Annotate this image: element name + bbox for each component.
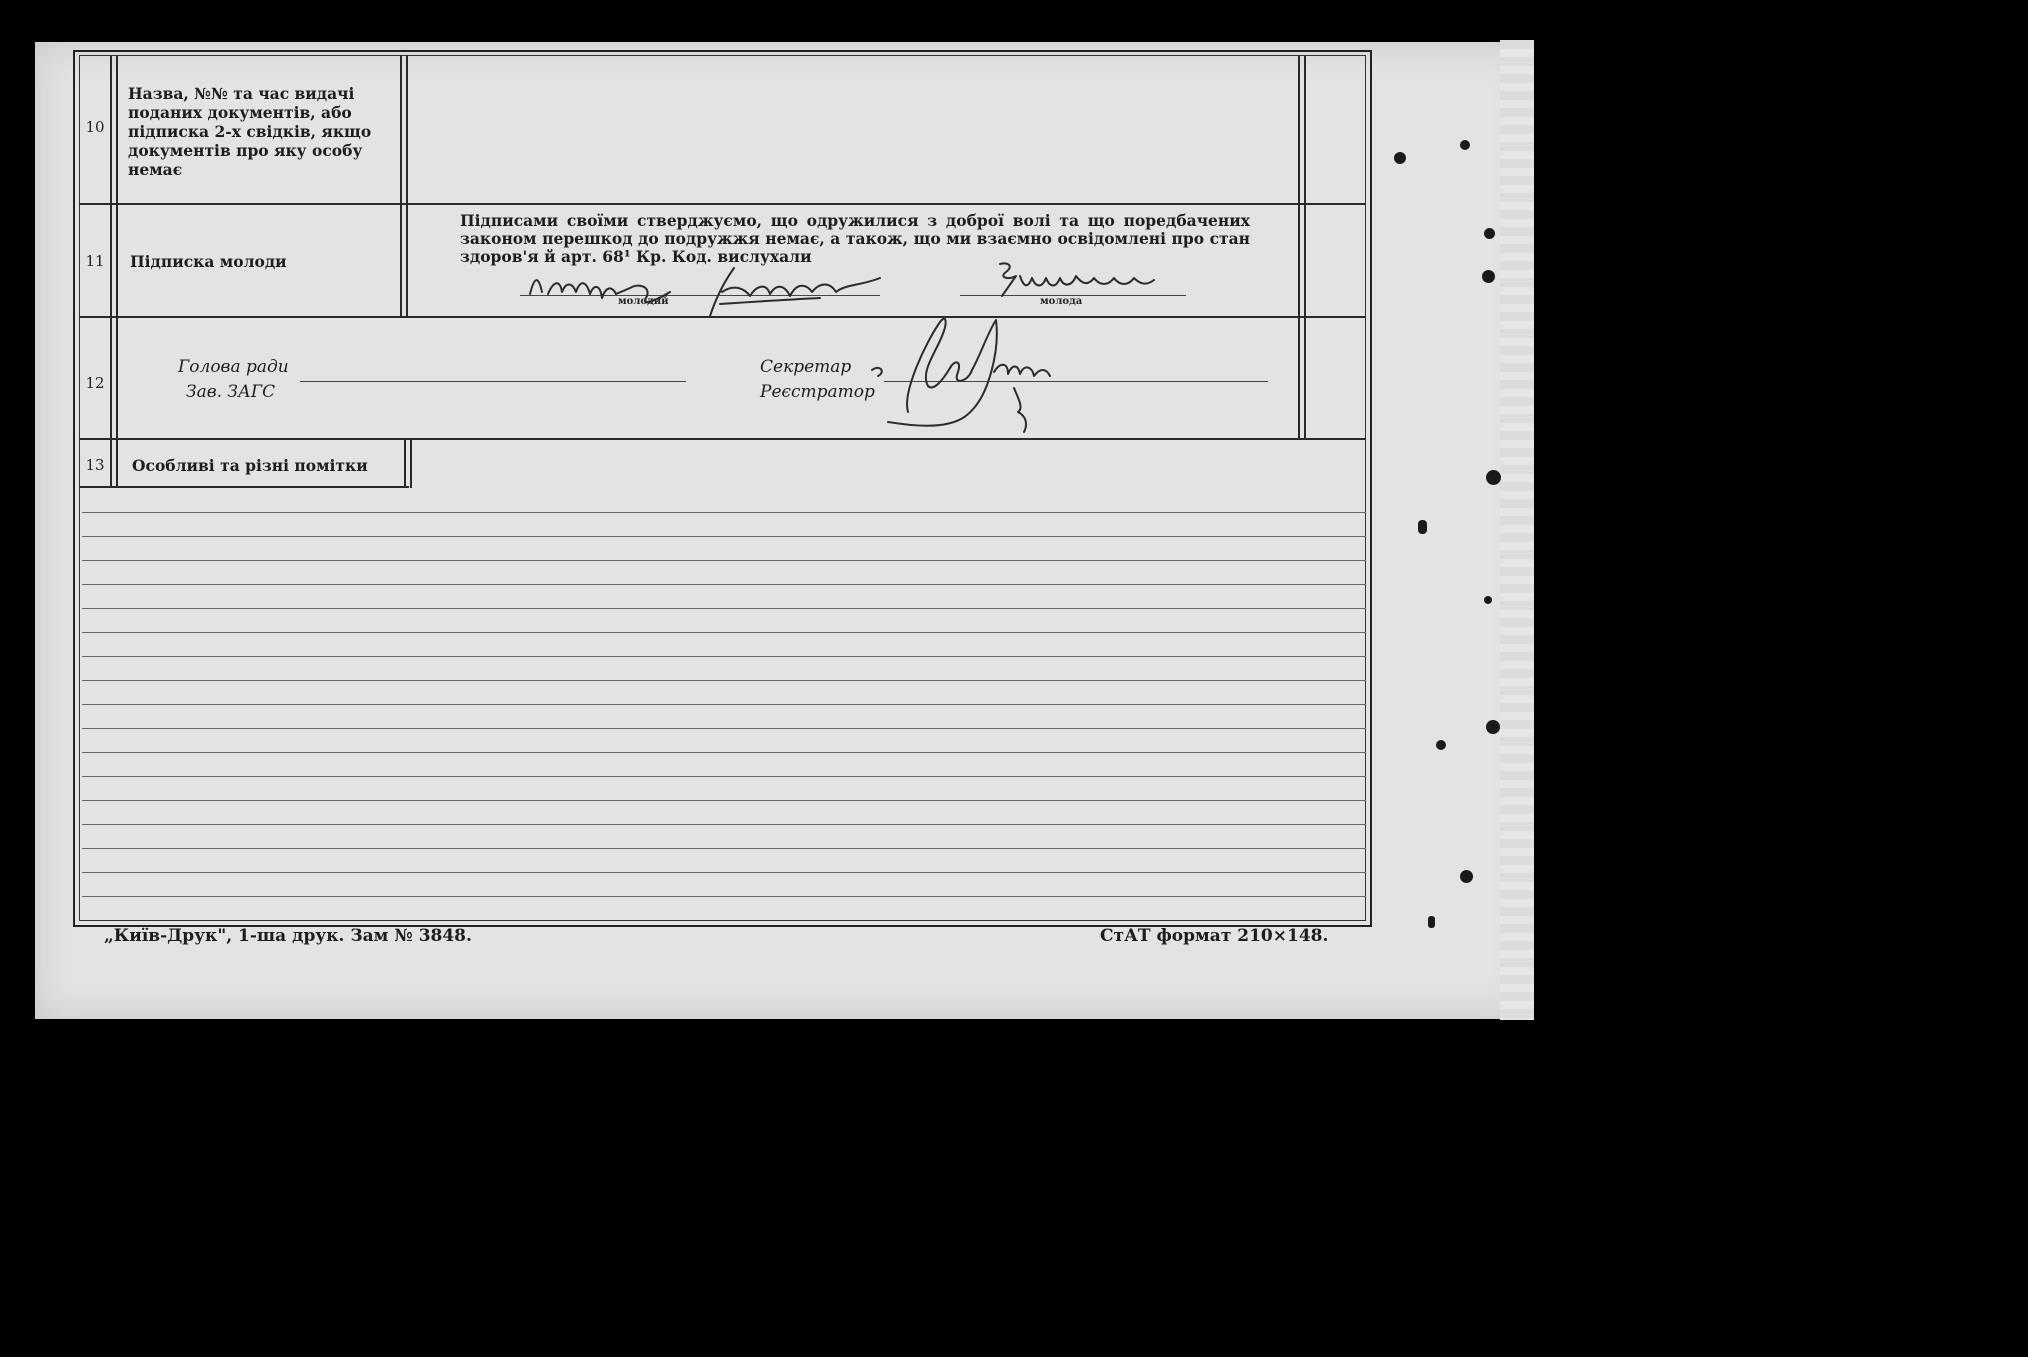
- row-number: 10: [85, 118, 105, 136]
- notes-rule-line: [82, 872, 1366, 873]
- punch-hole: [1460, 140, 1470, 150]
- punch-hole: [1428, 916, 1435, 928]
- column-divider: [410, 438, 412, 488]
- documents-label-line: документів про яку особу: [128, 141, 363, 160]
- punch-hole: [1436, 740, 1446, 750]
- punch-hole: [1418, 520, 1427, 534]
- council-head-signature-line: [300, 381, 686, 382]
- row-number: 11: [85, 252, 105, 270]
- punch-hole: [1484, 596, 1492, 604]
- row-number: 13: [85, 456, 105, 474]
- special-notes-label: Особливі та різні помітки: [132, 456, 368, 475]
- printer-imprint: „Київ-Друк", 1-ша друк. Зам № 3848.: [104, 926, 472, 946]
- documents-label-line: підписка 2-х свідків, якщо: [128, 122, 372, 141]
- column-divider: [110, 55, 112, 488]
- punch-hole: [1486, 470, 1501, 485]
- column-divider: [404, 438, 406, 488]
- notes-rule-line: [82, 776, 1366, 777]
- groom-signature: [520, 258, 900, 318]
- row-number: 12: [85, 374, 105, 392]
- notes-rule-line: [82, 632, 1366, 633]
- couple-signature-label: Підписка молоди: [130, 252, 287, 271]
- council-head-label: Голова ради: [178, 357, 289, 377]
- punch-hole: [1482, 270, 1495, 283]
- registrar-label: Реєстратор: [760, 382, 875, 402]
- notes-rule-line: [82, 896, 1366, 897]
- column-divider: [1304, 55, 1306, 438]
- punch-hole: [1460, 870, 1473, 883]
- notes-rule-line: [82, 752, 1366, 753]
- bride-caption: молода: [1040, 296, 1083, 307]
- row-divider: [79, 486, 409, 488]
- column-divider: [1298, 55, 1300, 438]
- column-divider: [116, 55, 118, 488]
- notes-rule-line: [82, 584, 1366, 585]
- documents-label-line: немає: [128, 160, 183, 179]
- notes-rule-line: [82, 704, 1366, 705]
- column-divider: [406, 55, 408, 317]
- documents-label-line: поданих документів, або: [128, 103, 352, 122]
- form-inner-border: [79, 55, 1366, 921]
- documents-label: [128, 84, 384, 179]
- notes-rule-line: [82, 680, 1366, 681]
- notes-rule-line: [82, 512, 1366, 513]
- secretary-label: Секретар: [760, 357, 852, 377]
- form-format: СтАТ формат 210×148.: [1100, 926, 1329, 946]
- marriage-declaration: Підписами своїми стверджуємо, що одружилися з доброї волі та що поредбачених законом перешкод до подружжя немає, а також, що ми взаємно освідомлені про стан здоров'я й арт. 68¹ Кр. Код. вислухали: [460, 211, 1250, 266]
- notes-rule-line: [82, 800, 1366, 801]
- registry-head-label: Зав. ЗАГС: [186, 382, 276, 402]
- notes-rule-line: [82, 656, 1366, 657]
- notes-rule-line: [82, 728, 1366, 729]
- punch-hole: [1394, 152, 1406, 164]
- groom-caption: молодий: [618, 296, 669, 307]
- notes-rule-line: [82, 536, 1366, 537]
- notes-rule-line: [82, 560, 1366, 561]
- row-divider: [79, 438, 1366, 440]
- registrar-signature: [868, 312, 1068, 437]
- column-divider: [400, 55, 402, 317]
- bride-signature: [990, 258, 1160, 298]
- notes-rule-line: [82, 608, 1366, 609]
- documents-label-line: Назва, №№ та час видачі: [128, 84, 355, 103]
- punch-hole: [1486, 720, 1500, 734]
- punch-hole: [1484, 228, 1495, 239]
- row-divider: [79, 203, 1366, 205]
- perforated-edge: [1500, 40, 1534, 1020]
- notes-rule-line: [82, 824, 1366, 825]
- notes-rule-line: [82, 848, 1366, 849]
